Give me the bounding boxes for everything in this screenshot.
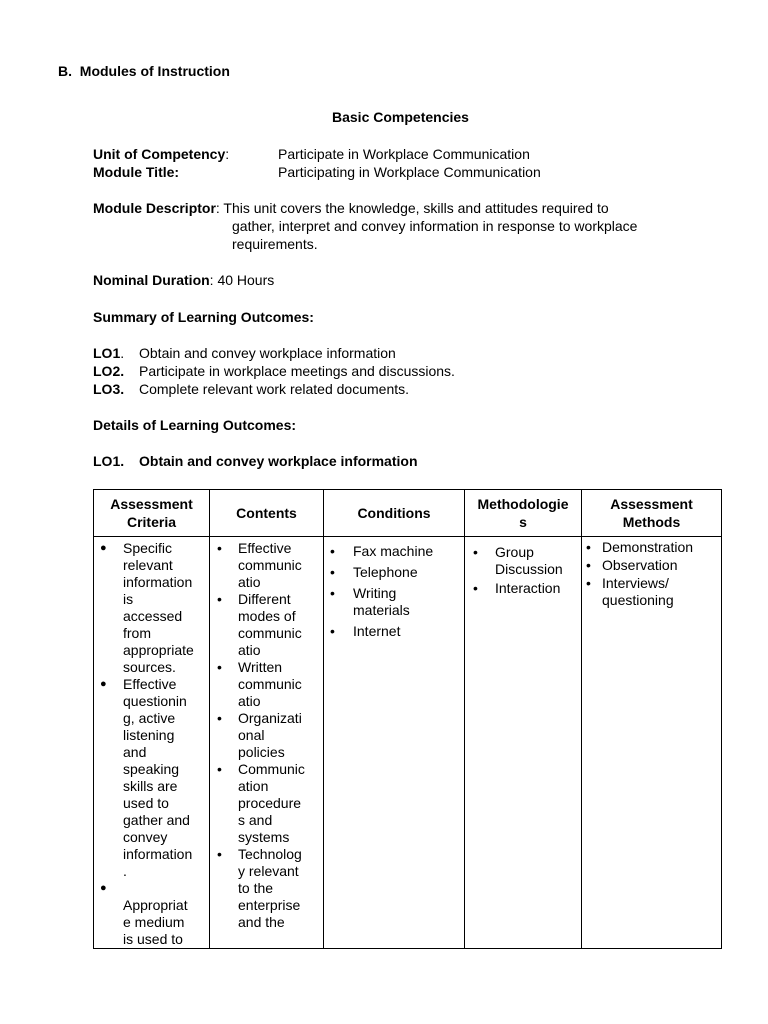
cell-line: Technolog — [238, 846, 302, 862]
cell-line: is used to — [123, 931, 183, 947]
lo-code: LO1 — [93, 345, 121, 361]
cell-list-item — [324, 564, 464, 581]
header-line: Criteria — [126, 514, 177, 530]
cell-line: systems — [238, 829, 290, 845]
header-methodologies — [465, 490, 582, 537]
cell-line: questionin — [123, 693, 187, 709]
header-line: Assessment — [110, 496, 193, 512]
cell-line: Effective — [238, 540, 292, 556]
cell-line: Organizati — [238, 710, 302, 726]
cell-line: Appropriat — [123, 897, 188, 913]
cell-line: Written — [238, 659, 283, 675]
cell-line: questioning — [602, 592, 674, 608]
cell-line: used to — [123, 795, 169, 811]
bullet-icon: • — [330, 564, 335, 580]
page-subtitle: Basic Competencies — [332, 109, 469, 125]
table-header-row — [94, 490, 722, 537]
cell-line: Communic — [238, 761, 305, 777]
header-contents — [210, 490, 324, 537]
cell-line: atio — [238, 642, 261, 658]
cell-line: atio — [238, 693, 261, 709]
cell-line: information — [123, 846, 193, 862]
cell-line: onal — [238, 727, 265, 743]
cell-line: Writing — [353, 585, 397, 601]
descriptor-label: Module Descriptor — [93, 200, 216, 216]
cell-contents — [210, 537, 324, 949]
bullet-icon: ● — [100, 678, 107, 690]
unit-of-competency-row — [93, 145, 229, 163]
cell-line: Discussion — [495, 561, 563, 577]
cell-line: communic — [238, 625, 302, 641]
cell-line: and the — [238, 914, 285, 930]
cell-line: Interaction — [495, 580, 561, 596]
learning-outcome-item — [93, 380, 455, 398]
cell-line: accessed — [123, 608, 183, 624]
cell-line: Fax machine — [353, 543, 434, 559]
learning-outcomes-list — [93, 344, 455, 398]
cell-line: relevant — [123, 557, 173, 573]
lo1-code: LO1. — [93, 453, 125, 469]
cell-list-item — [210, 761, 323, 846]
cell-list-item — [465, 580, 581, 597]
section-letter: B. — [58, 63, 72, 79]
duration-label: Nominal Duration — [93, 272, 210, 288]
header-line: Assessment — [610, 496, 693, 512]
header-conditions — [324, 490, 465, 537]
cell-line: Telephone — [353, 564, 418, 580]
cell-line: ation — [238, 778, 269, 794]
cell-line: communic — [238, 557, 302, 573]
duration-value: : 40 Hours — [209, 272, 275, 288]
bullet-icon: ● — [100, 542, 107, 554]
descriptor-line-1: : This unit covers the knowledge, skills and attitudes required to — [215, 200, 609, 216]
cell-line: procedure — [238, 795, 302, 811]
cell-line: modes of — [238, 608, 296, 624]
module-title-value: Participating in Workplace Communication — [278, 164, 541, 180]
cell-list-item — [210, 659, 323, 710]
cell-line: Specific — [123, 540, 173, 556]
lo-code: LO2. — [93, 363, 125, 379]
cell-line: Demonstration — [602, 539, 694, 555]
bullet-icon: • — [330, 543, 335, 559]
cell-list-item — [210, 710, 323, 761]
cell-line: gather and — [123, 812, 190, 828]
descriptor-row — [93, 199, 609, 217]
cell-line: information — [123, 574, 193, 590]
learning-outcome-item — [93, 362, 455, 380]
cell-line: communic — [238, 676, 302, 692]
unit-colon: : — [225, 146, 230, 162]
cell-list-item — [582, 539, 721, 556]
bullet-icon: • — [330, 585, 335, 601]
bullet-icon: • — [586, 557, 591, 573]
lo-code: LO3. — [93, 381, 125, 397]
cell-line: sources. — [123, 659, 176, 675]
cell-line: enterprise — [238, 897, 301, 913]
cell-assessment-methods — [582, 537, 722, 949]
conditions-list — [324, 537, 464, 640]
bullet-icon: • — [330, 623, 335, 639]
duration-row — [93, 271, 274, 289]
bullet-icon: • — [217, 540, 222, 556]
cell-list-item — [324, 585, 464, 619]
cell-list-item — [210, 540, 323, 591]
bullet-icon: • — [473, 544, 478, 560]
bullet-icon: • — [217, 710, 222, 726]
bullet-icon: • — [217, 846, 222, 862]
cell-list-item — [94, 540, 209, 676]
cell-line: materials — [353, 602, 410, 618]
descriptor-line-2: gather, interpret and convey information in response to workplace — [232, 218, 638, 234]
cell-list-item — [582, 557, 721, 574]
descriptor-line-3: requirements. — [232, 236, 318, 252]
cell-list-item — [465, 544, 581, 578]
cell-line: Different — [238, 591, 291, 607]
cell-list-item — [582, 575, 721, 609]
cell-line — [123, 880, 207, 897]
details-heading: Details of Learning Outcomes: — [93, 417, 297, 433]
bullet-icon: • — [586, 539, 591, 555]
cell-line: g, active — [123, 710, 176, 726]
cell-line: Interviews/ — [602, 575, 669, 591]
lo1-heading — [93, 452, 418, 470]
contents-list — [210, 537, 323, 931]
cell-list-item — [210, 591, 323, 659]
cell-line: Effective — [123, 676, 177, 692]
methodologies-list — [465, 537, 581, 597]
cell-line: Group — [495, 544, 534, 560]
unit-label: Unit of Competency — [93, 146, 226, 162]
cell-line: atio — [238, 574, 261, 590]
summary-heading: Summary of Learning Outcomes: — [93, 309, 314, 325]
bullet-icon: • — [586, 575, 591, 591]
header-assessment-criteria — [94, 490, 210, 537]
cell-line: . — [123, 863, 127, 879]
header-assessment-methods — [582, 490, 722, 537]
table-row — [94, 537, 722, 949]
lo1-text: Obtain and convey workplace information — [139, 453, 418, 469]
cell-line: skills are — [123, 778, 178, 794]
cell-line: policies — [238, 744, 285, 760]
cell-list-item — [324, 623, 464, 640]
cell-list-item — [94, 880, 209, 948]
cell-line: appropriate — [123, 642, 194, 658]
cell-list-item — [324, 543, 464, 560]
cell-list-item — [94, 676, 209, 880]
assessment-methods-list — [582, 537, 721, 609]
section-title: Modules of Instruction — [79, 63, 230, 79]
cell-line: e medium — [123, 914, 185, 930]
lo-text: Obtain and convey workplace information — [139, 345, 396, 361]
header-line: s — [519, 514, 527, 530]
bullet-icon: • — [217, 761, 222, 777]
learning-outcome-table — [93, 489, 722, 949]
cell-line: and — [123, 744, 147, 760]
cell-line: Observation — [602, 557, 678, 573]
cell-line: s and — [238, 812, 273, 828]
cell-assessment-criteria — [94, 537, 210, 949]
cell-line: speaking — [123, 761, 180, 777]
lo-text: Complete relevant work related documents. — [139, 381, 410, 397]
unit-value: Participate in Workplace Communication — [278, 146, 530, 162]
cell-line: from — [123, 625, 151, 641]
bullet-icon: • — [473, 580, 478, 596]
cell-methodologies — [465, 537, 582, 949]
header-line: Methods — [622, 514, 681, 530]
assessment-criteria-list — [94, 537, 209, 948]
bullet-icon: • — [217, 659, 222, 675]
bullet-icon: • — [217, 591, 222, 607]
header-line: Methodologie — [477, 496, 569, 512]
cell-list-item — [210, 846, 323, 931]
lo-punct: . — [120, 345, 125, 361]
module-title-label: Module Title: — [93, 164, 180, 180]
header-line: Conditions — [357, 505, 431, 521]
cell-line: convey — [123, 829, 168, 845]
cell-line: to the — [238, 880, 274, 896]
cell-line: y relevant — [238, 863, 299, 879]
learning-outcome-item — [93, 344, 455, 362]
lo-text: Participate in workplace meetings and discussions. — [139, 363, 455, 379]
cell-line: listening — [123, 727, 175, 743]
cell-line: Internet — [353, 623, 401, 639]
header-line: Contents — [236, 505, 297, 521]
cell-conditions — [324, 537, 465, 949]
section-heading — [58, 62, 230, 80]
bullet-icon: ● — [100, 882, 107, 894]
cell-line: is — [123, 591, 134, 607]
